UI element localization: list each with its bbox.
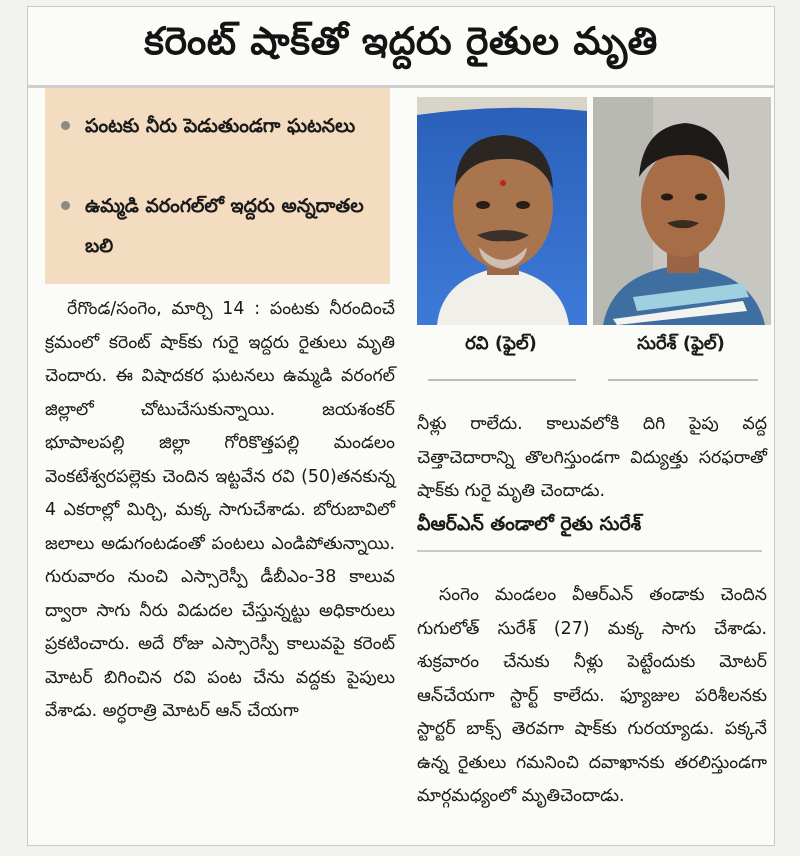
bullet-icon <box>61 121 70 130</box>
highlights-box <box>45 88 390 284</box>
headline: కరెంట్ షాక్‌తో ఇద్దరు రైతుల మృతి <box>28 7 774 88</box>
photo-caption: రవి (ఫైల్) <box>465 333 537 354</box>
highlight-item <box>85 186 385 266</box>
subheading: వీఆర్ఎన్ తండాలో రైతు సురేశ్ <box>417 513 642 535</box>
photo-suresh <box>593 97 771 325</box>
bullet-icon <box>61 201 70 210</box>
caption-divider <box>608 379 758 381</box>
right-column-bottom <box>417 562 767 831</box>
body-text-right-top: నీళ్లు రాలేదు. కాలువలోకి దిగి పైపు వద్ద చెత్తాచెదారాన్ని తొలగిస్తుండగా విద్యుత్తు సరఫరాతో షాక్‌కు గురై మృతి చెందాడు. <box>417 414 767 502</box>
photo-ravi <box>417 97 587 325</box>
right-column-top <box>417 391 767 526</box>
left-column <box>45 293 395 729</box>
body-text-right-bottom: సంగెం మండలం వీఆర్ఎన్ తండాకు చెందిన గుగులోత్ సురేశ్ (27) మక్క సాగు చేశాడు. శుక్రవారం చేనుకు నీళ్లు పెట్టేందుకు మోటర్ ఆన్‌చేయగా స్టార్ట్ కాలేదు. ఫ్యూజుల పరిశీలనకు స్టార్టర్ బాక్స్ తెరవగా షాక్‌కు గురయ్యాడు. పక్కనే ఉన్న రైతులు గమనించి దవాఖానకు తరలిస్తుండగా మార్గమధ్యంలో మృతిచెందాడు. <box>417 585 767 807</box>
highlight-item <box>85 106 385 146</box>
photo-caption: సురేశ్ (ఫైల్) <box>637 333 725 354</box>
highlight-text: ఉమ్మడి వరంగల్‌లో ఇద్దరు అన్నదాతల బలి <box>85 195 364 257</box>
caption-divider <box>428 379 576 381</box>
newspaper-clipping <box>27 6 775 846</box>
body-text-left: రేగొండ/సంగెం, మార్చి 14 : పంటకు నీరందించే క్రమంలో కరెంట్ షాక్‌కు గురై ఇద్దరు రైతులు మృతి చెందారు. ఈ విషాదకర ఘటనలు ఉమ్మడి వరంగల్ జిల్లాలో చోటుచేసుకున్నాయి. జయశంకర్ భూపాలపల్లి జిల్లా గోరికొత్తపల్లి మండలం వెంకటేశ్వరపల్లెకు చెందిన ఇట్టవేన రవి (50)తనకున్న 4 ఎకరాల్లో మిర్చి, మక్క సాగుచేశాడు. బోరుబావిలో జలాలు అడుగంటడంతో పంటలు ఎండిపోతున్నాయి. గురువారం నుంచి ఎస్సారెస్పీ డీబీఎం-38 కాలువ ద్వారా సాగు నీరు విడుదల చేస్తున్నట్టు అధికారులు ప్రకటించారు. అదే రోజు ఎస్సారెస్పీ కాలువపై కరెంట్ మోటర్ బిగించిన రవి పంట చేను వద్దకు పైపులు వేశాడు. అర్ధరాత్రి మోటర్ ఆన్ చేయగా <box>45 299 395 721</box>
subheading-divider <box>417 550 762 552</box>
highlight-text: పంటకు నీరు పెడుతుండగా ఘటనలు <box>85 115 356 137</box>
